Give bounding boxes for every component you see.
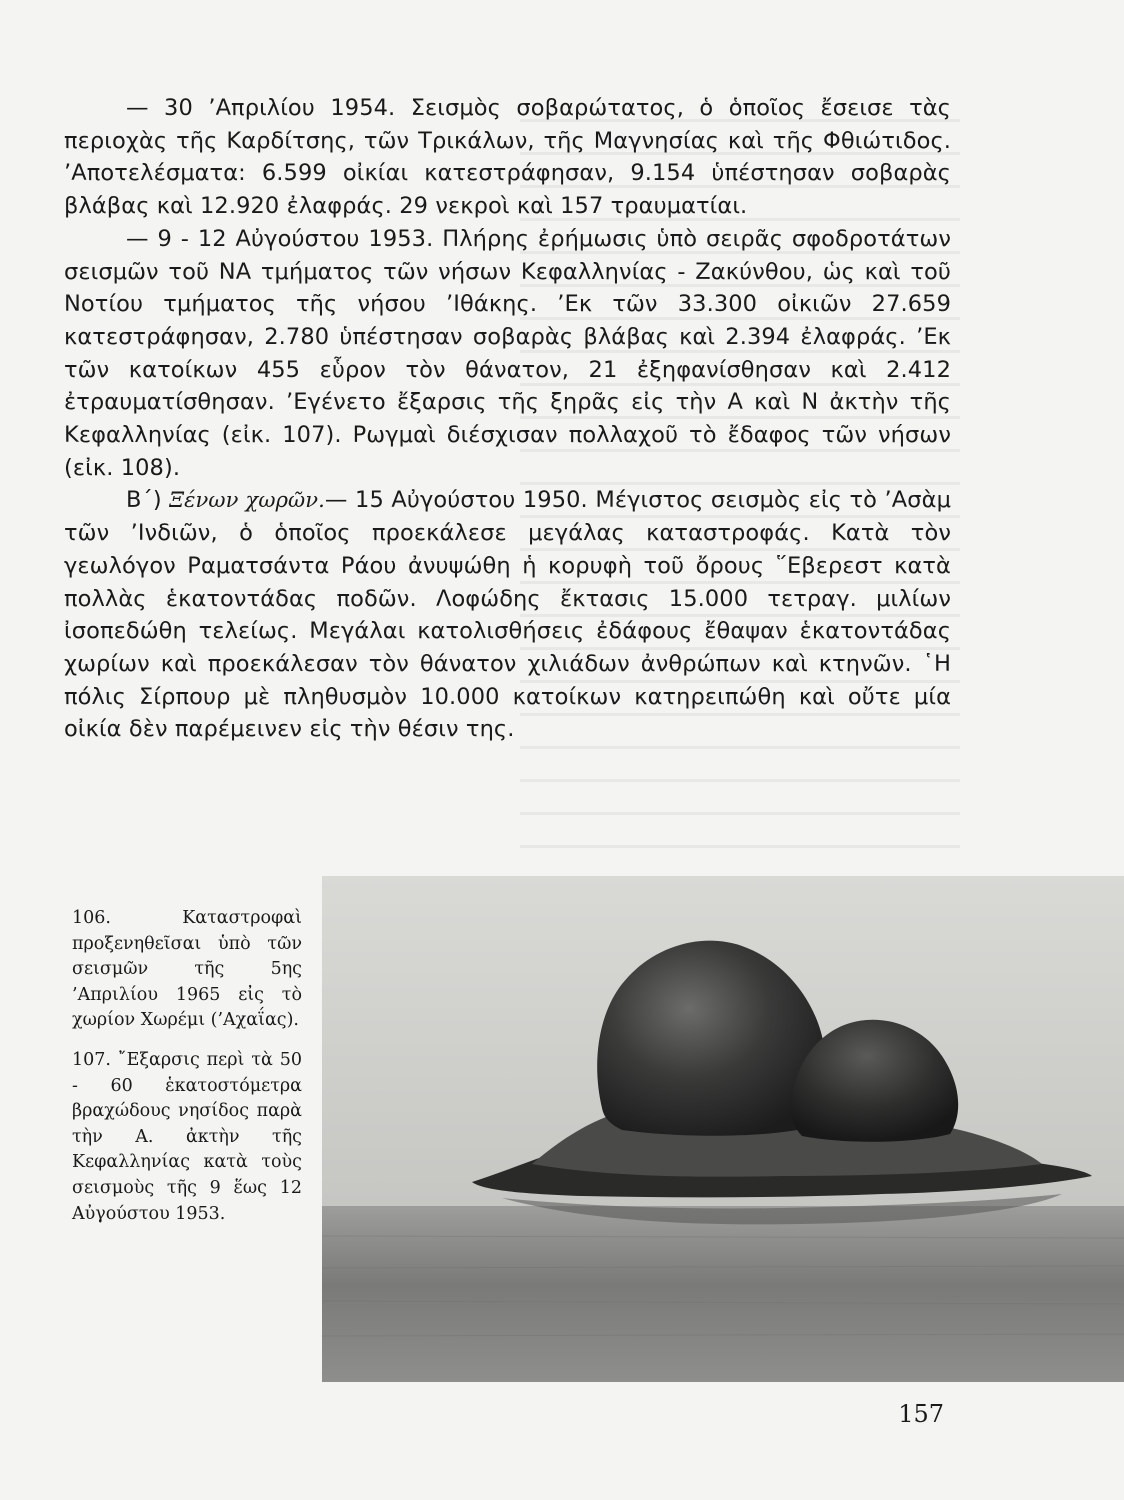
paragraph-1954-earthquake: — 30 ’Απριλίου 1954. Σεισμὸς σοβαρώτατος, ὁ ὁποῖος ἔσεισε τὰς περιοχὰς τῆς Καρδίτσης, τῶν Τρικάλων, τῆς Μαγνησίας καὶ τῆς Φθιώτιδος. ’Αποτελέσματα: 6.599 οἰκίαι κατεστράφησαν, 9.154 ὑπέστησαν σοβαρὰς βλάβας καὶ 12.920 ἐλαφράς. 29 νεκροὶ καὶ 157 τραυματίαι. xyxy=(64,95,951,220)
section-label: Β΄) xyxy=(126,487,162,514)
photo-sea xyxy=(322,1206,1124,1382)
page-number: 157 xyxy=(898,1400,944,1428)
figure-captions xyxy=(72,906,302,1241)
rocky-islet-photo xyxy=(322,876,1124,1382)
caption-107: 107. ῎Εξαρσις περὶ τὰ 50 - 60 ἑκατοστόμετρα βραχώδους νησίδος παρὰ τὴν Α. ἀκτὴν τῆς Κεφαλληνίας κατὰ τοὺς σεισμοὺς τῆς 9 ἕως 12 Αὐγούστου 1953. xyxy=(72,1049,302,1224)
paragraph-1953-earthquake: — 9 - 12 Αὐγούστου 1953. Πλήρης ἐρήμωσις ὑπὸ σειρᾶς σφοδροτάτων σεισμῶν τοῦ ΝΑ τμήματος τῶν νήσων Κεφαλληνίας - Ζακύνθου, ὡς καὶ τοῦ Νοτίου τμήματος τῆς νήσου ’Ιθάκης. ’Εκ τῶν 33.300 οἰκιῶν 27.659 κατεστράφησαν, 2.780 ὑπέστησαν σοβαρὰς βλάβας καὶ 2.394 ἐλαφράς. ’Εκ τῶν κατοίκων 455 εὗρον τὸν θάνατον, 21 ἐξηφανίσθησαν καὶ 2.412 ἐτραυματίσθησαν. ’Εγένετο ἔξαρσις τῆς ξηρᾶς εἰς τὴν Α καὶ Ν ἀκτὴν τῆς Κεφαλληνίας (εἰκ. 107). Ρωγμαὶ διέσχισαν πολλαχοῦ τὸ ἔδαφος τῶν νήσων (εἰκ. 108). xyxy=(64,225,951,481)
caption-106: 106. Καταστροφαὶ προξενηθεῖσαι ὑπὸ τῶν σεισμῶν τῆς 5ης ’Απριλίου 1965 εἰς τὸ χωρίον Χωρέμι (’Αχαΐας). xyxy=(72,908,302,1031)
paragraph-1950-earthquake: — 15 Αὐγούστου 1950. Μέγιστος σεισμὸς εἰς τὸ ’Ασὰμ τῶν ’Ινδιῶν, ὁ ὁποῖος προεκάλεσε μεγάλας καταστροφάς. Κατὰ τὸν γεωλόγον Ραματσάντα Ράου ἀνυψώθη ἡ κορυφὴ τοῦ ὄρους ῞Εβερεστ κατὰ πολλὰς ἑκατοντάδας ποδῶν. Λοφώδης ἔκτασις 15.000 τετραγ. μιλίων ἰσοπεδώθη τελείως. Μεγάλαι κατολισθήσεις ἐδάφους ἔθαψαν ἑκατοντάδας χωρίων καὶ προεκάλεσαν τὸν θάνατον χιλιάδων ἀνθρώπων καὶ κτηνῶν. ῾Η πόλις Σίρπουρ μὲ πληθυσμὸν 10.000 κατοίκων κατηρειπώθη καὶ οὔτε μία οἰκία δὲν παρέμεινεν εἰς τὴν θέσιν της. xyxy=(64,487,951,743)
paragraph-foreign-countries xyxy=(64,484,951,746)
main-text-block xyxy=(64,92,951,746)
section-heading: Ξένων χωρῶν. xyxy=(169,488,325,513)
